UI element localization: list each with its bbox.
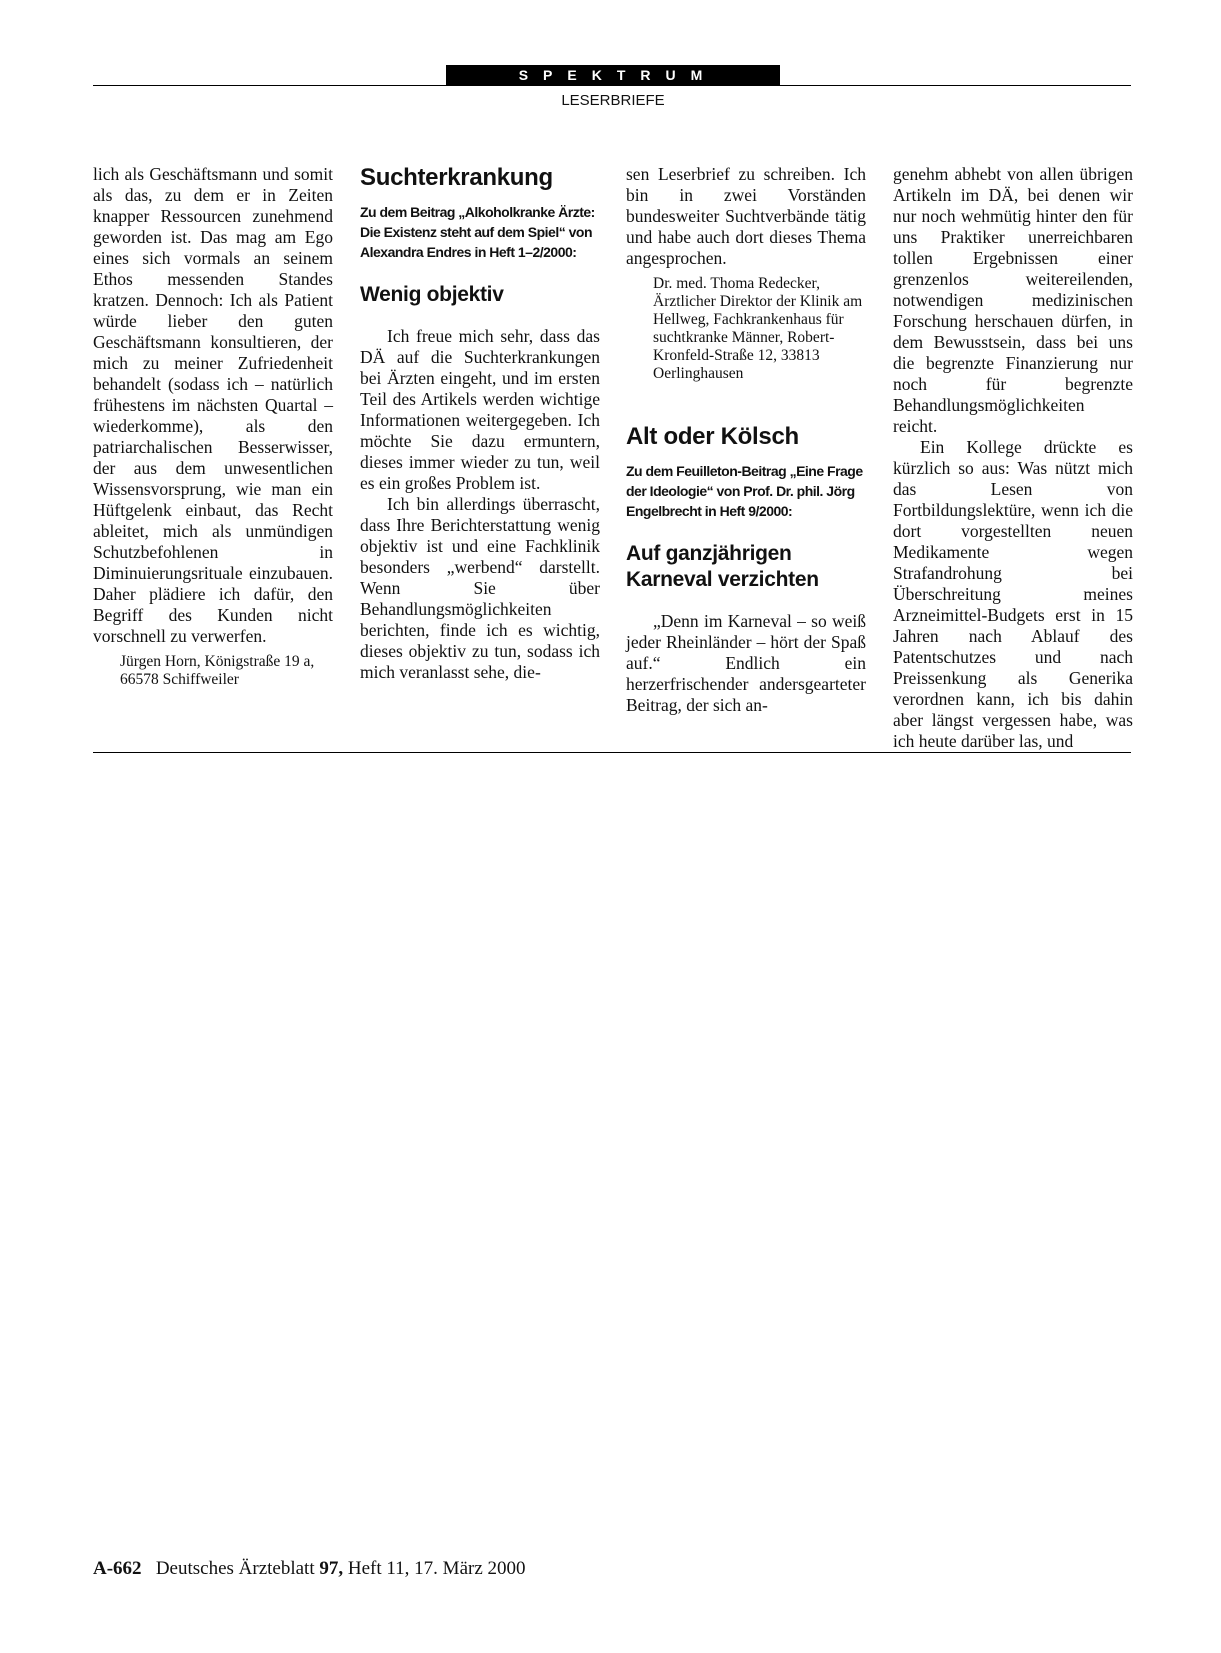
journal-volume: 97, [319, 1558, 344, 1579]
letter-paragraph: Ich freue mich sehr, dass das DÄ auf die Suchterkrankungen bei Ärzten eingeht, und im ersten Teil des Artikels werden wichtige Informationen weitergegeben. Ich möchte Sie dazu ermuntern, dieses immer wieder zu tun, weil es ein großes Problem ist. [360, 326, 600, 493]
page-footer [93, 1558, 526, 1580]
column-1 [93, 164, 333, 689]
topic-heading: Suchterkrankung [360, 164, 553, 191]
column-4 [893, 164, 1133, 752]
letter-headline: Auf ganzjährigen Karneval verzichten [626, 542, 819, 591]
letter-body: lich als Geschäftsmann und somit als das, zu dem er in Zeiten knapper Ressourcen zunehmend geworden ist. Das mag am Ego eines sich vormals an seinem Ethos messenden Standes kratzen. Dennoch: Ich als Patient würde lieber den guten Geschäftsmann konsultieren, der mich zu meiner Zufriedenheit behandelt (sodass ich – natürlich frühestens im nächsten Quartal – wiederkomme), als den patriarchalischen Besserwisser, der aus dem unwesentlichen Wissensvorsprung, wie man ein Hüftgelenk einbaut, das Recht ableitet, mich als unmündigen Schutzbefohlenen in Diminuierungsrituale einzubauen. Daher plädiere ich dafür, den Begriff des Kunden nicht vorschnell zu verwerfen. [93, 164, 333, 646]
letter-headline: Wenig objektiv [360, 283, 504, 306]
section-band: SPEKTRUM [446, 65, 780, 85]
letter-paragraph: Ein Kollege drückte es kürzlich so aus: Was nützt mich das Lesen von Fortbildungslektüre, wenn ich die dort vorgestellten neuen Medikamente wegen Strafandrohung bei Überschreitung meines Arzneimittel-Budgets erst in 15 Jahren nach Ablauf des Patentschutzes und nach Preissenkung als Generika verordnen kann, ich bis dahin aber längst vergessen habe, was ich heute darüber las, und [893, 437, 1133, 751]
letter-signature: Dr. med. Thoma Redecker, Ärztlicher Direktor der Klinik am Hellweg, Fachkrankenhaus für suchtkranke Männer, Robert-Kronfeld-Straße 12, 33813 Oerlinghausen [653, 275, 863, 382]
header-rule [93, 85, 1131, 86]
column-2 [360, 164, 600, 683]
letter-paragraph: „Denn im Karneval – so weiß jeder Rheinländer – hört der Spaß auf.“ Endlich ein herzerfrischender andersgearteter Beitrag, der sich an- [626, 611, 866, 715]
section-spacer [626, 383, 866, 423]
letter-paragraph: Ich bin allerdings überrascht, dass Ihre Berichterstattung wenig objektiv ist und eine Fachklinik besonders „werbend“ darstellt. Wenn Sie über Behandlungsmöglichkeiten berichten, finde ich es wichtig, dieses objektiv zu tun, sodass ich mich veranlasst sehe, die- [360, 494, 600, 682]
letter-signature: Jürgen Horn, Königstraße 19 a, 66578 Schiffweiler [120, 653, 315, 688]
article-reference: Zu dem Feuilleton-Beitrag „Eine Frage der Ideologie“ von Prof. Dr. phil. Jörg Engelbrecht in Heft 9/2000: [626, 463, 863, 519]
journal-issue: Heft 11, 17. März 2000 [347, 1558, 526, 1579]
section-label: LESERBRIEFE [561, 92, 665, 109]
letter-paragraph: genehm abhebt von allen übrigen Artikeln im DÄ, bei denen wir nur noch wehmütig hinter den für uns Praktiker unerreichbaren tollen Ergebnissen einer grenzenlos weitereilenden, notwendigen medizinischen Forschung herschauen dürfen, in dem Bewusstsein, dass bei uns die begrenzte Finanzierung nur noch für begrenzte Behandlungsmöglichkeiten reicht. [893, 164, 1133, 436]
footer-rule [93, 752, 1131, 753]
column-3 [626, 164, 866, 716]
article-reference: Zu dem Beitrag „Alkoholkranke Ärzte: Die Existenz steht auf dem Spiel“ von Alexandra Endres in Heft 1–2/2000: [360, 204, 595, 260]
topic-heading: Alt oder Kölsch [626, 423, 799, 450]
letter-body: sen Leserbrief zu schreiben. Ich bin in zwei Vorständen bundesweiter Suchtverbände tätig und habe auch dort dieses Thema angesprochen. [626, 164, 866, 268]
page-number: A-662 [93, 1558, 142, 1579]
journal-name: Deutsches Ärzteblatt [155, 1558, 315, 1579]
